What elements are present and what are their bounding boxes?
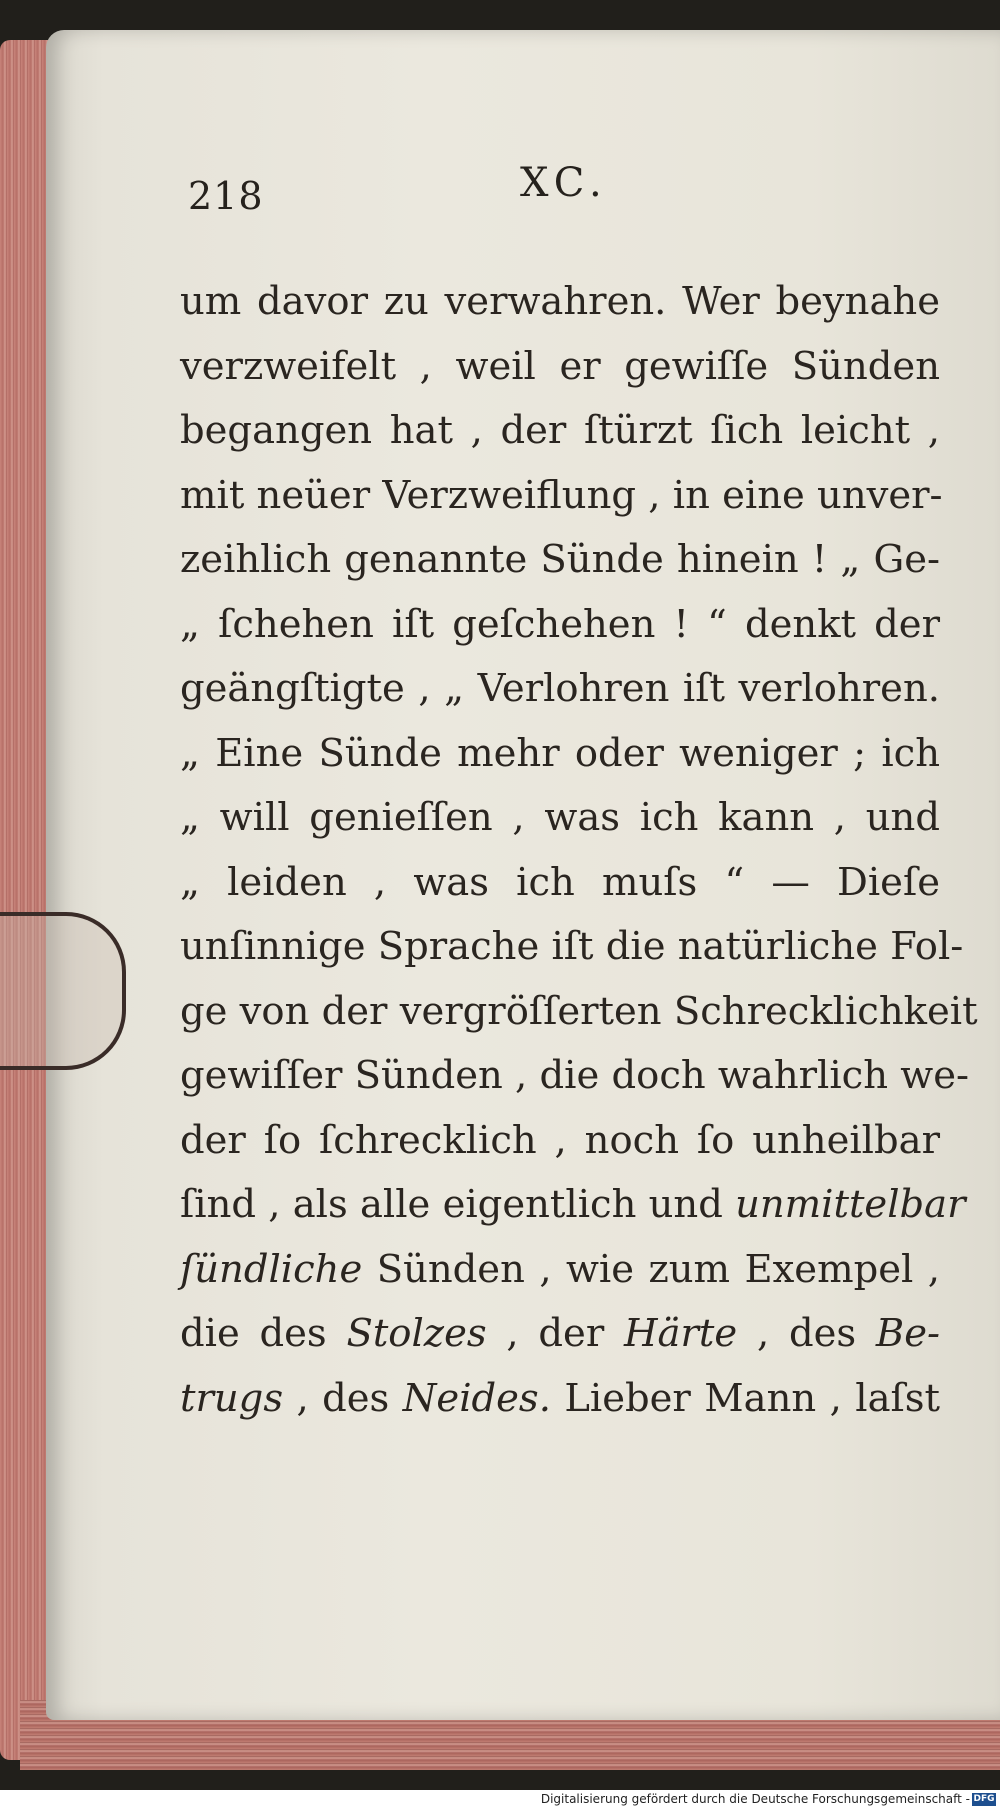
text-line	[180, 1173, 966, 1237]
text-run: verzweifelt , weil er gewiſſe Sünden	[180, 343, 940, 389]
text-line	[180, 593, 940, 657]
text-run: Sünden , wie zum Exempel ,	[362, 1246, 940, 1292]
italic-text: Neides.	[402, 1375, 551, 1421]
text-line	[180, 464, 943, 528]
text-line	[180, 722, 940, 786]
italic-text: Be-	[875, 1311, 940, 1356]
text-line	[180, 399, 940, 463]
text-run: „ ſchehen iſt geſchehen ! “ denkt der	[180, 601, 940, 647]
page-number: 218	[188, 174, 264, 218]
text-run: ge von der vergröſſerten Schrecklichkeit	[180, 988, 978, 1034]
text-run: , des	[283, 1375, 403, 1421]
text-run: begangen hat , der ſtürzt ſich leicht ,	[180, 408, 940, 453]
italic-text: trugs	[180, 1375, 284, 1421]
text-line	[180, 528, 940, 592]
text-run: der ſo ſchrecklich , noch ſo unheilbar	[180, 1117, 940, 1163]
text-run: geängſtigte , „ Verlohren iſt verlohren.	[180, 666, 940, 711]
text-line	[180, 1044, 970, 1108]
text-run: , des	[737, 1311, 876, 1356]
text-line	[180, 786, 940, 850]
italic-text: Stolzes	[346, 1311, 487, 1356]
text-run: „ will genieſſen , was ich kann , und	[180, 795, 940, 840]
text-line	[180, 980, 978, 1044]
text-line	[180, 1367, 940, 1431]
running-head	[0, 160, 1000, 220]
text-line	[180, 270, 940, 334]
text-run: „ Eine Sünde mehr oder weniger ; ich	[180, 730, 940, 776]
page-clip	[0, 912, 126, 1070]
italic-text: Härte	[623, 1311, 738, 1356]
text-run: ſind , als alle eigentlich und	[180, 1182, 736, 1227]
text-line	[180, 915, 964, 979]
text-run: Lieber Mann , laſst	[550, 1375, 940, 1421]
text-run: um davor zu verwahren. Wer beynahe	[180, 279, 940, 324]
footer-credit: Digitalisierung gefördert durch die Deutsche Forschungsgemeinschaft -	[540, 1792, 970, 1806]
chapter-heading: XC.	[520, 160, 608, 206]
dfg-logo: DFG	[973, 1794, 995, 1804]
text-line	[180, 1238, 940, 1302]
text-run: gewiſſer Sünden , die doch wahrlich we-	[180, 1053, 970, 1098]
text-run: zeihlich genannte Sünde hinein ! „ Ge-	[180, 537, 940, 582]
italic-text: ſündliche	[180, 1246, 363, 1292]
text-run: unſinnige Sprache iſt die natürliche Fol-	[180, 924, 964, 969]
text-line	[180, 335, 940, 399]
text-run: , der	[486, 1311, 624, 1356]
text-run: mit neüer Verzweiflung , in eine unver-	[180, 472, 943, 518]
text-line	[180, 1302, 940, 1366]
text-run: die des	[180, 1311, 347, 1356]
text-line	[180, 1109, 940, 1173]
footer-bar	[0, 1790, 1000, 1810]
text-run: „ leiden , was ich muſs “ — Dieſe	[180, 859, 940, 905]
text-line	[180, 657, 940, 721]
italic-text: unmittelbar	[735, 1182, 966, 1227]
text-line	[180, 851, 940, 915]
